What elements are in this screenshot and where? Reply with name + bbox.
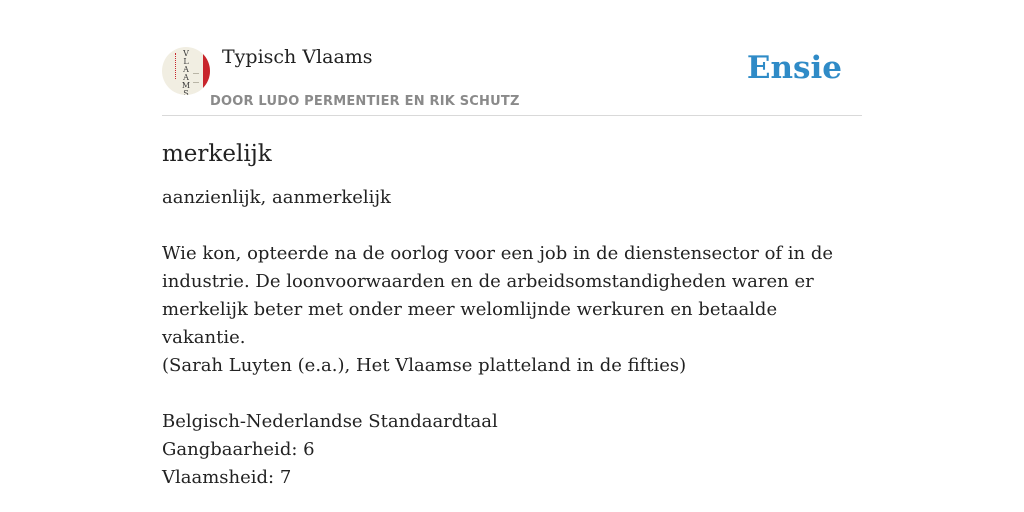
book-cover-icon[interactable] [162,47,210,95]
entry-example [162,240,862,380]
example-quote: Wie kon, opteerde na de oorlog voor een job in de dienstensector of in de industrie. De loonvoorwaarden en de arbeidsomstandigheden waren er merkelijk beter met onder meer welomlijnde werkuren en betaalde vakantie. [162,243,834,348]
cover-decoration [193,73,199,83]
gangbaarheid-value: Gangbaarheid: 6 [162,439,315,460]
cover-lettering: V L A A M S [181,49,191,95]
entry-term: merkelijk [162,141,272,167]
entry-meta [162,408,862,492]
book-title[interactable]: Typisch Vlaams [222,46,373,68]
ensie-logo-link[interactable]: Ensie [746,50,842,86]
cover-spine [203,47,210,95]
vlaamsheid-value: Vlaamsheid: 7 [162,467,292,488]
entry-definition: aanzienlijk, aanmerkelijk [162,187,391,208]
header [162,46,862,116]
register-label: Belgisch-Nederlandse Standaardtaal [162,411,498,432]
entry-content [162,136,862,492]
cover-decoration [175,53,178,79]
author-byline: DOOR LUDO PERMENTIER EN RIK SCHUTZ [210,94,520,109]
example-source: (Sarah Luyten (e.a.), Het Vlaamse platteland in de fifties) [162,355,687,376]
